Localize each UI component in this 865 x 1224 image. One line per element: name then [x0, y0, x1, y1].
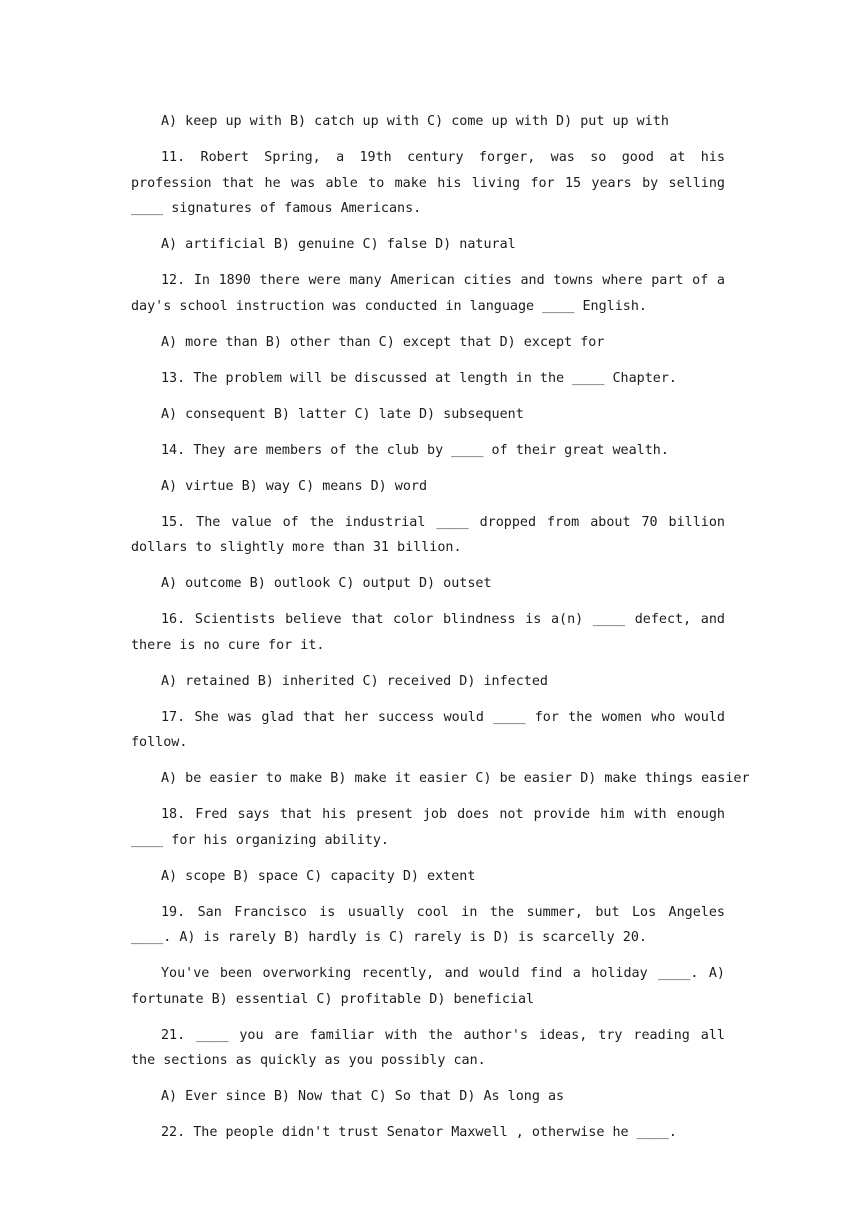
question-12: 12. In 1890 there were many American cities and towns where part of a day's school instruction was conducted in language ____ English.	[131, 273, 725, 314]
answer-options-10: A) keep up with B) catch up with C) come up with D) put up with	[161, 114, 669, 129]
answer-options-11: A) artificial B) genuine C) false D) natural	[161, 237, 516, 252]
question-21: 21. ____ you are familiar with the author's ideas, try reading all the sections as quickly as you possibly can.	[131, 1027, 725, 1068]
answer-options-12: A) more than B) other than C) except that D) except for	[161, 334, 605, 350]
question-16: 16. Scientists believe that color blindness is a(n) ____ defect, and there is no cure for it.	[131, 612, 725, 653]
question-22: 22. The people didn't trust Senator Maxwell , otherwise he ____.	[161, 1125, 677, 1140]
question-20: You've been overworking recently, and would find a holiday ____. A) fortunate B) essential C) profitable D) beneficial	[131, 966, 725, 1007]
answer-options-15: A) outcome B) outlook C) output D) outset	[161, 576, 492, 591]
question-13: 13. The problem will be discussed at length in the ____ Chapter.	[161, 370, 677, 386]
answer-options-21: A) Ever since B) Now that C) So that D) As long as	[161, 1089, 565, 1104]
question-11: 11. Robert Spring, a 19th century forger, was so good at his profession that he was able to make his living for 15 years by selling ____ signatures of famous Americans.	[131, 150, 725, 216]
answer-options-13: A) consequent B) latter C) late D) subsequent	[161, 406, 524, 422]
question-18: 18. Fred says that his present job does not provide him with enough ____ for his organizing ability.	[131, 807, 725, 848]
answer-options-14: A) virtue B) way C) means D) word	[161, 478, 428, 494]
document-body	[131, 109, 750, 1156]
question-19: 19. San Francisco is usually cool in the summer, but Los Angeles ____. A) is rarely B) hardly is C) rarely is D) is scarcelly 20.	[131, 904, 725, 945]
question-15: 15. The value of the industrial ____ dropped from about 70 billion dollars to slightly more than 31 billion.	[131, 514, 725, 555]
answer-options-18: A) scope B) space C) capacity D) extent	[161, 868, 476, 884]
answer-options-17: A) be easier to make B) make it easier C) be easier D) make things easier	[161, 771, 750, 786]
question-14: 14. They are members of the club by ____ of their great wealth.	[161, 442, 669, 458]
answer-options-16: A) retained B) inherited C) received D) infected	[161, 673, 548, 689]
question-17: 17. She was glad that her success would ____ for the women who would follow.	[131, 709, 725, 750]
